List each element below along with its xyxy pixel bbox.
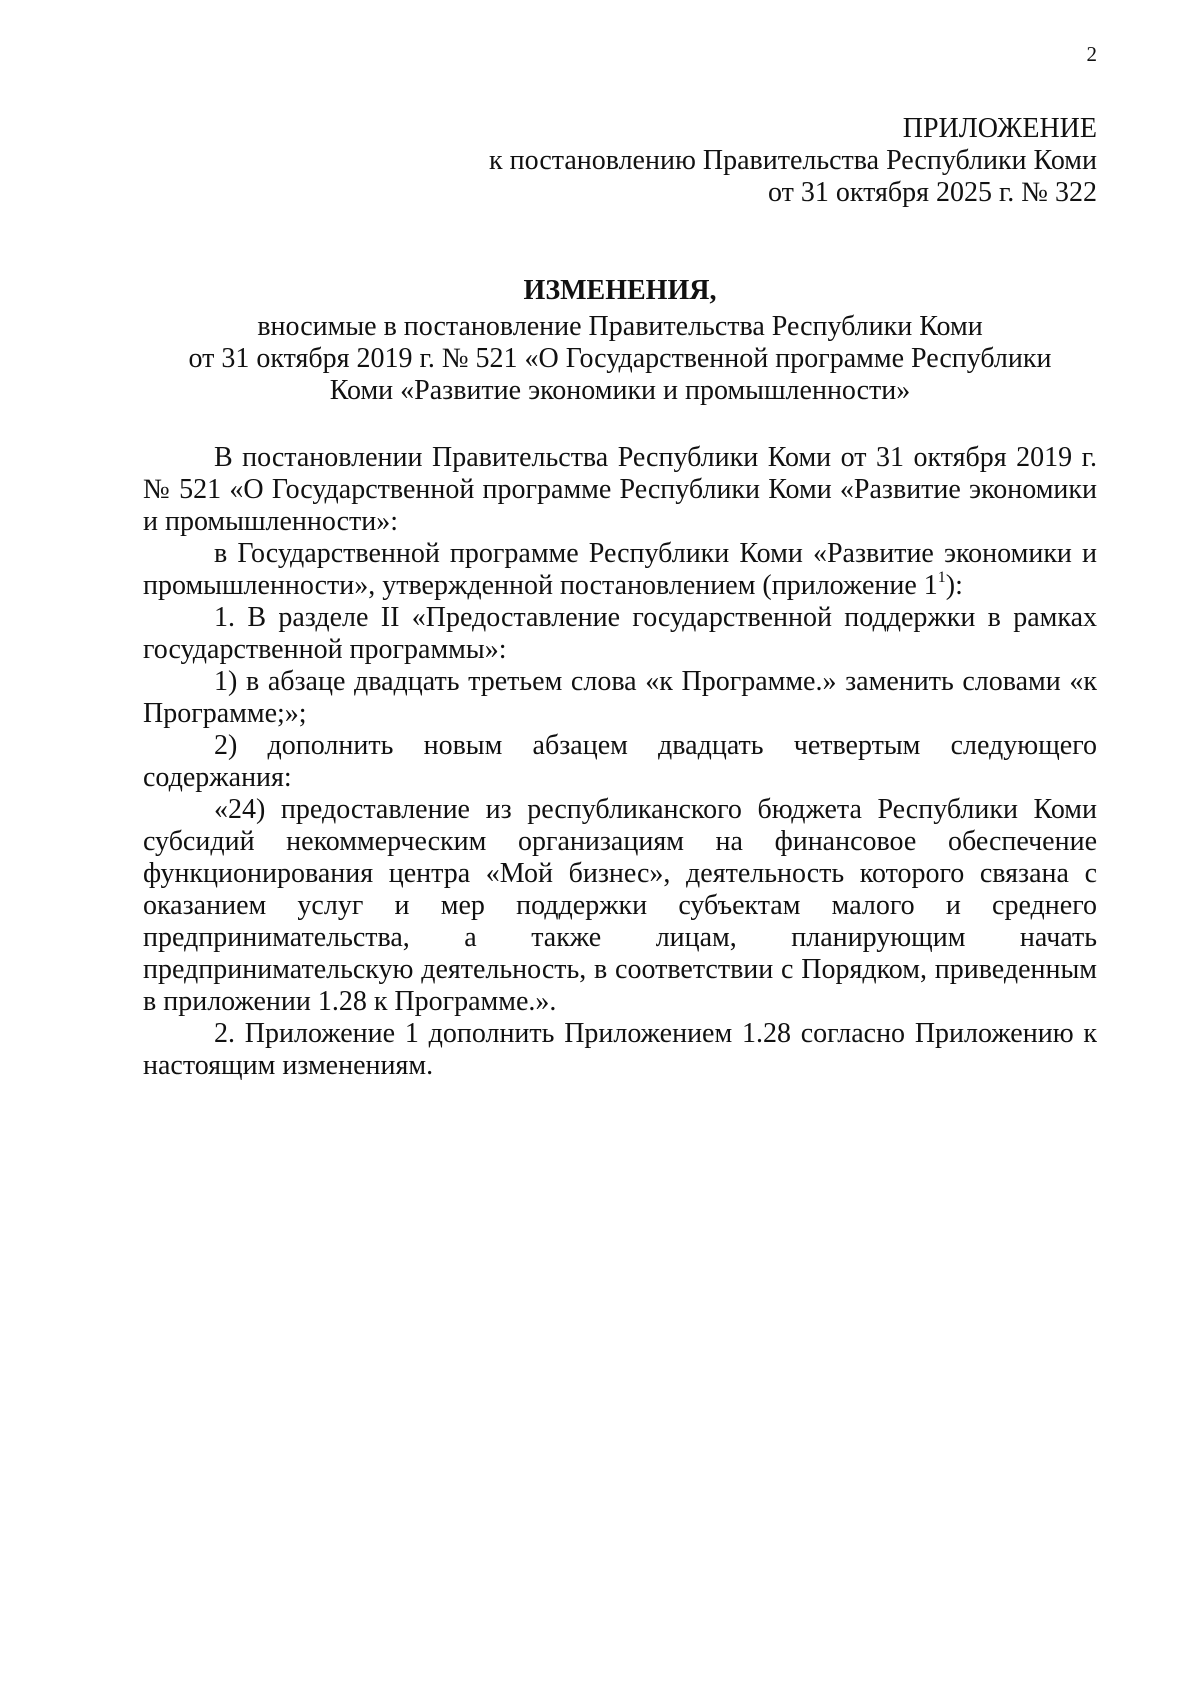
heading-line-1: вносимые в постановление Правительства Республики Коми (257, 311, 983, 342)
appendix-reference: к постановлению Правительства Республики Коми (489, 145, 1097, 176)
paragraph-program-text: в Государственной программе Республики Коми «Развитие экономики и промышленности», утвержденной постановлением (приложение 1 (143, 538, 1097, 601)
paragraph-subitem-1: 1) в абзаце двадцать третьем слова «к Программе.» заменить словами «к Программе;»; (143, 666, 1097, 729)
paragraph-program-end: ): (945, 570, 963, 601)
document-heading (143, 275, 1097, 407)
paragraph-intro: В постановлении Правительства Республики Коми от 31 октября 2019 г. № 521 «О Государственной программе Республики Коми «Развитие экономики и промышленности»: (143, 442, 1097, 537)
document-title: ИЗМЕНЕНИЯ, (523, 275, 717, 306)
heading-line-2: от 31 октября 2019 г. № 521 «О Государственной программе Республики (188, 343, 1052, 374)
appendix-label: ПРИЛОЖЕНИЕ (902, 113, 1097, 144)
paragraph-item-2: 2. Приложение 1 дополнить Приложением 1.28 согласно Приложению к настоящим изменениям. (143, 1018, 1097, 1081)
appendix-date: от 31 октября 2025 г. № 322 (767, 177, 1097, 208)
footnote-superscript: 1 (937, 568, 946, 586)
document-body (143, 442, 1097, 1082)
paragraph-program (143, 538, 1097, 602)
heading-line-3: Коми «Развитие экономики и промышленности» (329, 375, 911, 406)
paragraph-subitem-2: 2) дополнить новым абзацем двадцать четвертым следующего содержания: (143, 730, 1097, 793)
page-number: 2 (1086, 42, 1097, 66)
appendix-block (397, 113, 1097, 209)
paragraph-item-1: 1. В разделе II «Предоставление государственной поддержки в рамках государственной программы»: (143, 602, 1097, 665)
paragraph-quote-24: «24) предоставление из республиканского бюджета Республики Коми субсидий некоммерческим организациям на финансовое обеспечение функционирования центра «Мой бизнес», деятельность которого связана с оказанием услуг и мер поддержки субъектам малого и среднего предпринимательства, а также лицам, планирующим начать предпринимательскую деятельность, в соответствии с Порядком, приведенным в приложении 1.28 к Программе.». (143, 794, 1097, 1017)
